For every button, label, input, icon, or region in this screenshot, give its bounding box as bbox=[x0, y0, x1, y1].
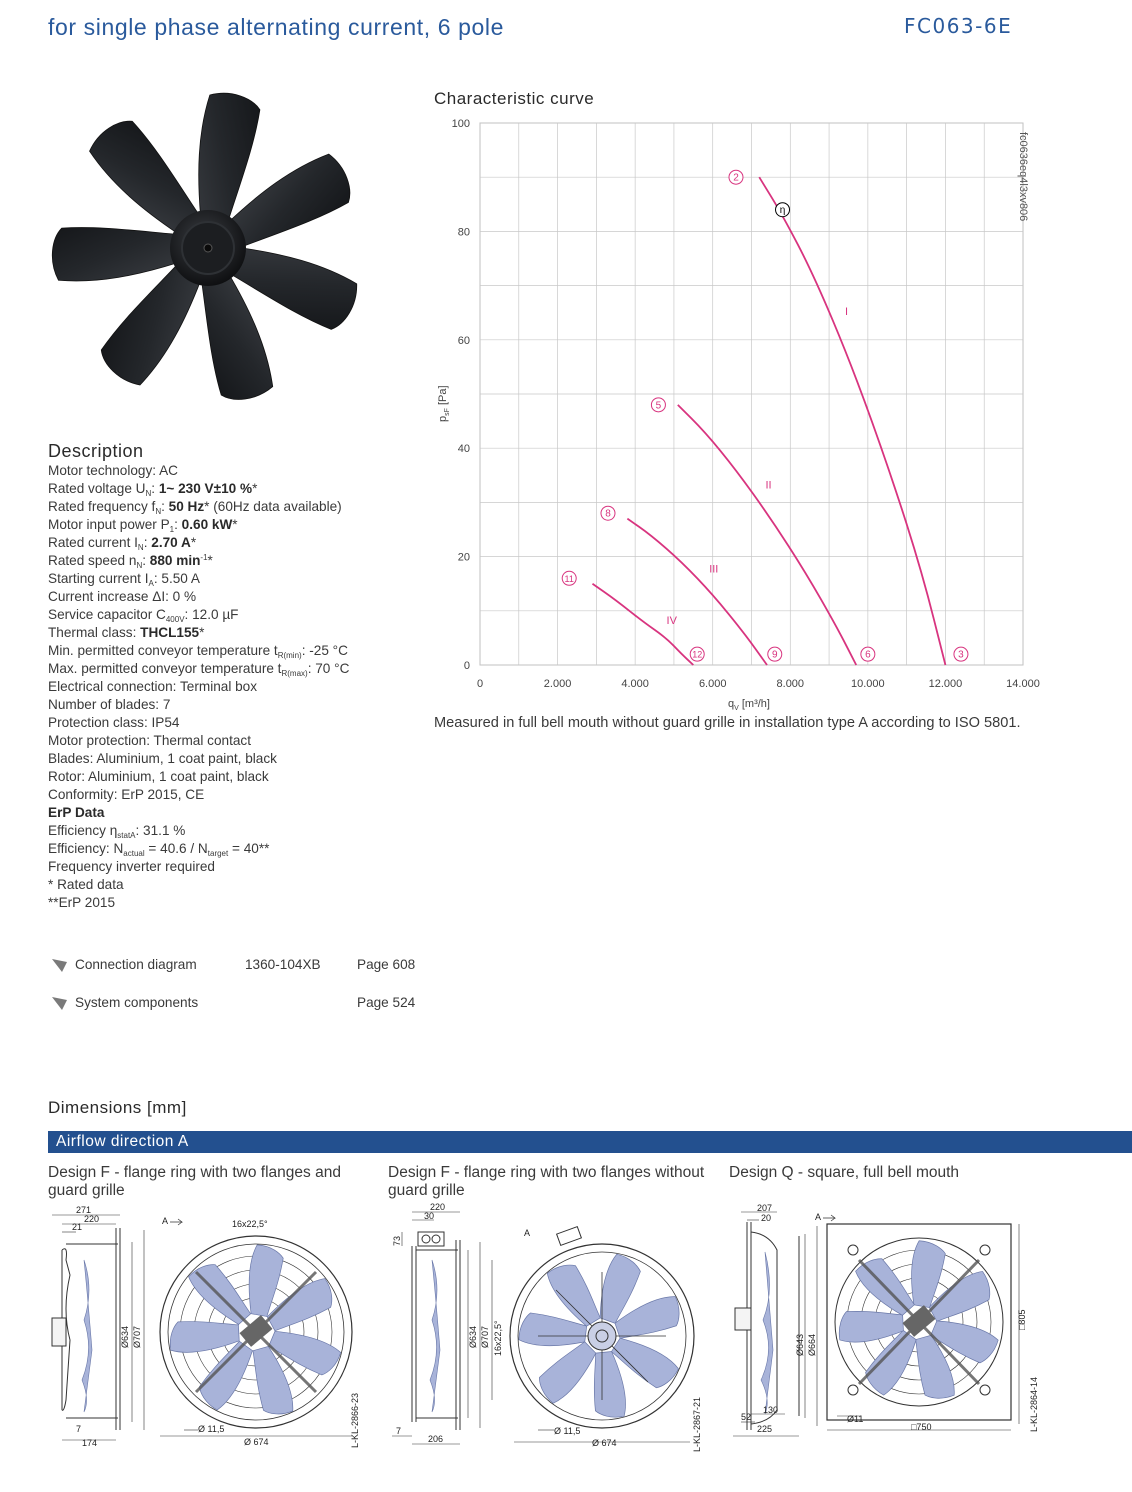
fan-blade bbox=[52, 226, 179, 281]
design-caption: Design Q - square, full bell mouth bbox=[729, 1164, 960, 1181]
dimension-drawing-design-q bbox=[729, 1200, 1049, 1456]
reference-code: 1360-104XB bbox=[245, 957, 321, 972]
arrow-icon bbox=[52, 959, 67, 972]
x-tick-label: 10.000 bbox=[851, 678, 885, 690]
dim-label: Ø 674 bbox=[244, 1437, 269, 1447]
reference-connection-diagram[interactable] bbox=[52, 957, 432, 975]
x-tick-label: 6.000 bbox=[698, 678, 727, 690]
drawing-blade bbox=[838, 1309, 904, 1343]
description-line: Conformity: ErP 2015, CE bbox=[48, 787, 205, 802]
x-tick-label: 14.000 bbox=[1006, 678, 1040, 690]
dim-label: 21 bbox=[72, 1222, 83, 1232]
dim-label: 7 bbox=[396, 1426, 402, 1436]
dim-label: Ø634 bbox=[468, 1325, 478, 1348]
reference-system-components[interactable] bbox=[52, 995, 432, 1013]
dim-label: 30 bbox=[424, 1211, 435, 1221]
dim-label: 16x22,5° bbox=[493, 1320, 503, 1356]
x-axis-label: $q_V$ [m³/h] bbox=[728, 698, 770, 712]
dim-label: A bbox=[162, 1216, 169, 1226]
dim-label: Ø634 bbox=[120, 1325, 130, 1348]
description-line: Rated speed $n_N$: 880 $\min^{-1}*$ bbox=[48, 553, 213, 570]
dim-label: Ø707 bbox=[480, 1325, 490, 1348]
description-line: Number of blades: 7 bbox=[48, 697, 171, 712]
dim-label: 20 bbox=[761, 1213, 772, 1223]
x-tick-label: 12.000 bbox=[928, 678, 963, 690]
description-title: Description bbox=[48, 441, 144, 461]
description-line: Thermal class: THCL155* bbox=[48, 625, 205, 640]
drawing-code: L-KL-2864-14 bbox=[1029, 1376, 1039, 1432]
airflow-direction-bar bbox=[48, 1131, 1132, 1153]
design-caption: Design F - flange ring with two flanges without guard grille bbox=[388, 1164, 705, 1199]
dim-label: 225 bbox=[757, 1424, 773, 1434]
description-line: Rotor: Aluminium, 1 coat paint, black bbox=[48, 769, 269, 784]
description-line: Efficiency $\eta_{statA}$: 31.1 % bbox=[48, 823, 186, 840]
y-tick-label: 60 bbox=[457, 334, 470, 347]
annotation-label: 2 bbox=[733, 172, 739, 184]
dim-label: Ø707 bbox=[132, 1325, 142, 1348]
description-line: Max. permitted conveyor temperature $t_{R(max)}$: 70 °C bbox=[48, 661, 350, 678]
description-line: * Rated data bbox=[48, 877, 124, 892]
arrow-icon bbox=[52, 997, 67, 1010]
dim-label: 130 bbox=[763, 1405, 779, 1415]
x-tick-label: 4.000 bbox=[621, 678, 649, 690]
y-tick-label: 0 bbox=[463, 660, 470, 672]
dimension-drawing-design-f-grille bbox=[48, 1200, 368, 1456]
description-line: Service capacitor $C_{400V}$: 12.0 µF bbox=[48, 607, 239, 624]
dim-label: Ø 11,5 bbox=[554, 1426, 581, 1436]
reference-page[interactable]: Page 608 bbox=[357, 957, 416, 972]
characteristic-curve-chart bbox=[430, 110, 1070, 715]
y-tick-label: 100 bbox=[451, 118, 470, 130]
description-line: Frequency inverter required bbox=[48, 859, 215, 874]
drawing-blade bbox=[590, 1351, 627, 1420]
dim-label: 174 bbox=[82, 1438, 98, 1448]
annotation-label: 6 bbox=[865, 649, 871, 661]
x-tick-label: 0 bbox=[476, 678, 484, 690]
dim-label: 7 bbox=[76, 1424, 82, 1434]
reference-label: Connection diagram bbox=[75, 957, 197, 972]
chart-note: Measured in full bell mouth without guard grille in installation type A according to ISO 5801. bbox=[434, 715, 1021, 731]
annotation-label: 11 bbox=[564, 573, 574, 584]
dim-label: 271 bbox=[76, 1205, 92, 1215]
fan-product-image bbox=[48, 92, 368, 414]
description-line: Rated voltage $U_N$: 1~ 230 V±10 %* bbox=[48, 481, 258, 498]
series-label: II bbox=[765, 479, 772, 492]
dim-label: 16x22,5° bbox=[232, 1219, 268, 1229]
dim-label: 220 bbox=[84, 1214, 100, 1224]
series-label: I bbox=[844, 305, 849, 318]
y-tick-label: 40 bbox=[457, 443, 470, 456]
description-line: Starting current $I_A$: 5.50 A bbox=[48, 571, 200, 588]
description-line: Motor technology: AC bbox=[48, 463, 178, 478]
description-line: Motor protection: Thermal contact bbox=[48, 733, 251, 748]
dim-label: A bbox=[815, 1212, 822, 1222]
series-label: III bbox=[709, 563, 719, 576]
dim-label: Ø643 bbox=[795, 1333, 805, 1356]
reference-label: System components bbox=[75, 995, 199, 1010]
x-tick-label: 8.000 bbox=[776, 678, 805, 690]
model-code: FC063-6E bbox=[904, 14, 1013, 38]
dim-label: 73 bbox=[392, 1235, 402, 1246]
annotation-label: 3 bbox=[958, 649, 964, 661]
dim-label: □750 bbox=[911, 1422, 932, 1432]
chart-watermark: fc0636eq4l3xv806 bbox=[1017, 132, 1029, 222]
series-label: IV bbox=[666, 614, 677, 627]
description-line: Blades: Aluminium, 1 coat paint, black bbox=[48, 751, 277, 766]
annotation-label: 12 bbox=[692, 649, 703, 660]
description-line: Rated current $I_N$: 2.70 A* bbox=[48, 535, 197, 552]
airflow-direction-label: Airflow direction A bbox=[56, 1133, 189, 1150]
annotation-label: η bbox=[779, 205, 786, 217]
description-line: Current increase ΔI: 0 % bbox=[48, 589, 197, 604]
description-list bbox=[48, 462, 349, 912]
annotation-label: 5 bbox=[655, 400, 662, 412]
description-line: Motor input power $P_1$: 0.60 kW* bbox=[48, 517, 238, 534]
dim-label: □805 bbox=[1017, 1309, 1027, 1330]
dim-label: 207 bbox=[757, 1203, 773, 1213]
drawing-code: L-KL-2867-21 bbox=[692, 1396, 702, 1452]
reference-page[interactable]: Page 524 bbox=[357, 995, 416, 1010]
dim-label: A bbox=[524, 1228, 531, 1238]
description-line: Rated frequency $f_N$: 50 Hz* (60Hz data available) bbox=[48, 499, 342, 516]
dimension-drawing-design-f-no-grille bbox=[388, 1200, 708, 1456]
chart-title: Characteristic curve bbox=[434, 89, 595, 108]
dim-label: Ø11 bbox=[847, 1414, 864, 1424]
design-caption: Design F - flange ring with two flanges and guard grille bbox=[48, 1164, 341, 1199]
description-line: **ErP 2015 bbox=[48, 895, 116, 910]
y-axis-label: $p_{sF}$ [Pa] bbox=[437, 385, 451, 422]
description-line: Electrical connection: Terminal box bbox=[48, 679, 258, 694]
description-line: Efficiency: $N_{actual} = 40.6 / N_{target} = 40**$ bbox=[48, 841, 270, 858]
drawing-blade bbox=[169, 1319, 240, 1353]
annotation-label: 8 bbox=[605, 508, 611, 520]
annotation-label: 9 bbox=[771, 649, 778, 661]
description-line: ErP Data bbox=[48, 805, 105, 820]
drawing-code: L-KL-2866-23 bbox=[350, 1392, 360, 1448]
drawing-blade bbox=[533, 1337, 602, 1405]
dim-label: Ø 11,5 bbox=[198, 1424, 225, 1434]
dimensions-title: Dimensions [mm] bbox=[48, 1098, 187, 1117]
description-line: Min. permitted conveyor temperature $t_{R(min)}$: -25 °C bbox=[48, 643, 348, 660]
y-tick-label: 80 bbox=[457, 226, 470, 239]
page-title: for single phase alternating current, 6 pole bbox=[48, 14, 504, 40]
dim-label: 206 bbox=[428, 1434, 444, 1444]
dim-label: 52 bbox=[741, 1412, 752, 1422]
dim-label: Ø664 bbox=[807, 1333, 817, 1356]
description-line: Protection class: IP54 bbox=[48, 715, 180, 730]
dim-label: 220 bbox=[430, 1202, 446, 1212]
x-tick-label: 2.000 bbox=[543, 678, 572, 690]
y-tick-label: 20 bbox=[457, 551, 470, 564]
dim-label: Ø 674 bbox=[592, 1438, 617, 1448]
